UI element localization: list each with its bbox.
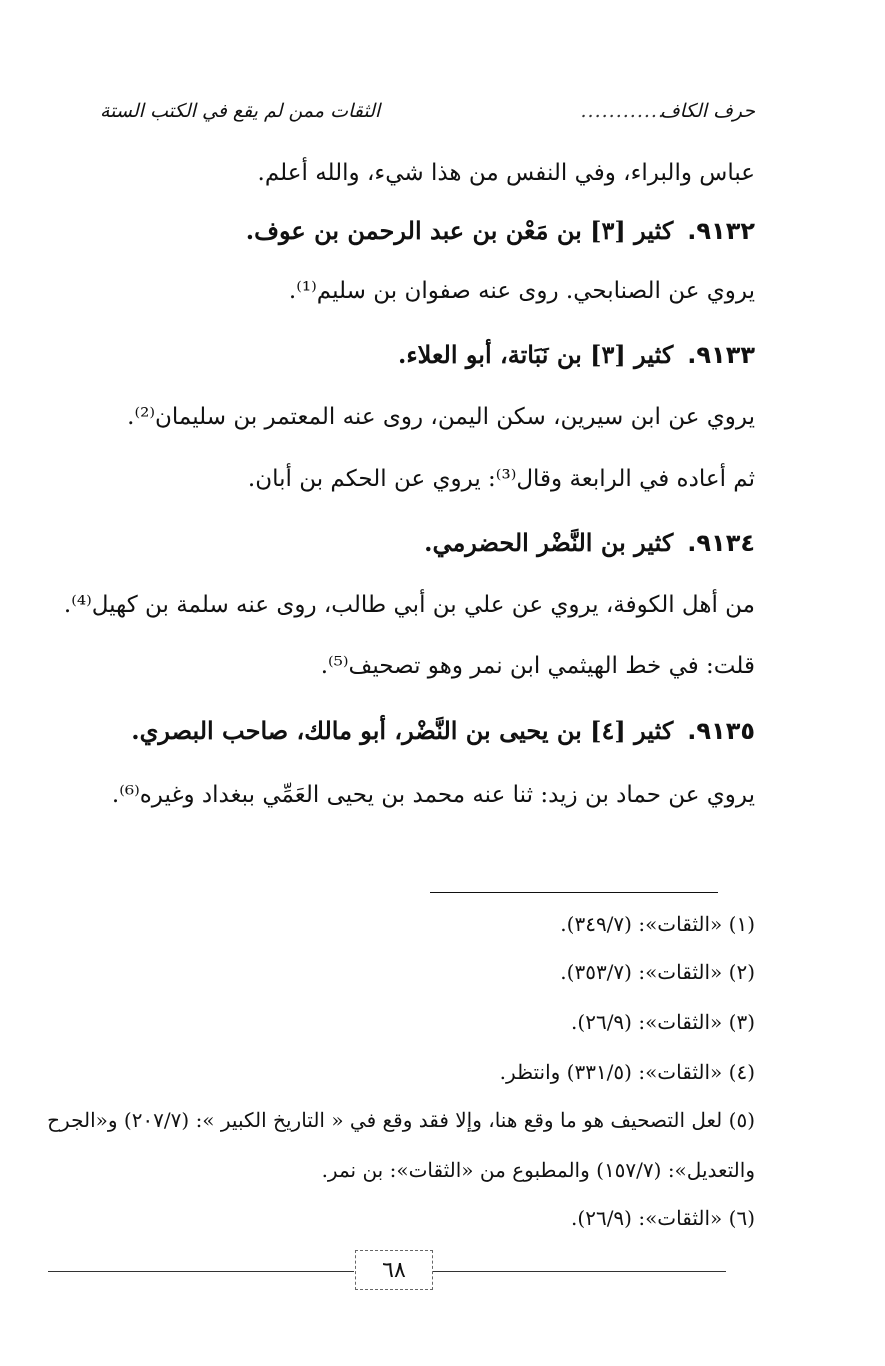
running-header [100,100,755,130]
entry-number: ٩١٣٢. [687,217,755,245]
footnote-separator [430,892,718,893]
entry-number: ٩١٣٤. [687,529,755,557]
footnote-3: (٣) «الثقات»: (٢٦/٩). [571,1010,755,1034]
entry-number: ٩١٣٥. [687,717,755,745]
footnote-4: (٤) «الثقات»: (٣٣١/٥) وانتظر. [499,1060,755,1084]
body-line: يروي عن ابن سيرين، سكن اليمن، روى عنه المعتمر بن سليمان⁽²⁾. [127,404,755,430]
footer-rule-left [48,1271,354,1272]
header-chapter: حرف الكاف [659,100,755,122]
entry-name: كثير [٣] بن نَبَاتة، أبو العلاء. [397,340,674,369]
entry-9133 [398,340,755,369]
body-line: قلت: في خط الهيثمي ابن نمر وهو تصحيف⁽⁵⁾. [320,653,755,679]
footnote-6: (٦) «الثقات»: (٢٦/٩). [571,1206,755,1230]
footnote-5-continued: والتعديل»: (١٥٧/٧) والمطبوع من «الثقات»: بن نمر. [321,1158,755,1182]
footnote-5: (٥) لعل التصحيف هو ما وقع هنا، وإلا فقد وقع في « التاريخ الكبير »: (٢٠٧/٧) و«الجرح [47,1108,755,1132]
header-dots: ............ [580,100,665,122]
entry-9132 [246,216,755,245]
page-number: ٦٨ [355,1250,433,1290]
body-line: يروي عن حماد بن زيد: ثنا عنه محمد بن يحيى العَمِّي ببغداد وغيره⁽⁶⁾. [111,782,755,808]
footnote-1: (١) «الثقات»: (٣٤٩/٧). [560,912,755,936]
footer-rule-right [432,1271,726,1272]
entry-9134 [424,528,755,557]
entry-name: كثير [٤] بن يحيى بن النَّضْر، أبو مالك، صاحب البصري. [131,716,674,745]
body-line: من أهل الكوفة، يروي عن علي بن أبي طالب، روى عنه سلمة بن كهيل⁽⁴⁾. [63,592,755,618]
footnote-2: (٢) «الثقات»: (٣٥٣/٧). [560,960,755,984]
body-line: يروي عن الصنابحي. روى عنه صفوان بن سليم⁽¹⁾. [288,278,755,304]
entry-number: ٩١٣٣. [687,341,755,369]
entry-name: كثير بن النَّضْر الحضرمي. [424,528,674,557]
entry-9135 [131,716,755,745]
body-line: عباس والبراء، وفي النفس من هذا شيء، والله أعلم. [257,160,755,186]
body-line: ثم أعاده في الرابعة وقال⁽³⁾: يروي عن الحكم بن أبان. [247,466,755,492]
entry-name: كثير [٣] بن مَعْن بن عبد الرحمن بن عوف. [245,216,674,245]
header-book-title: الثقات ممن لم يقع في الكتب الستة [100,100,381,122]
